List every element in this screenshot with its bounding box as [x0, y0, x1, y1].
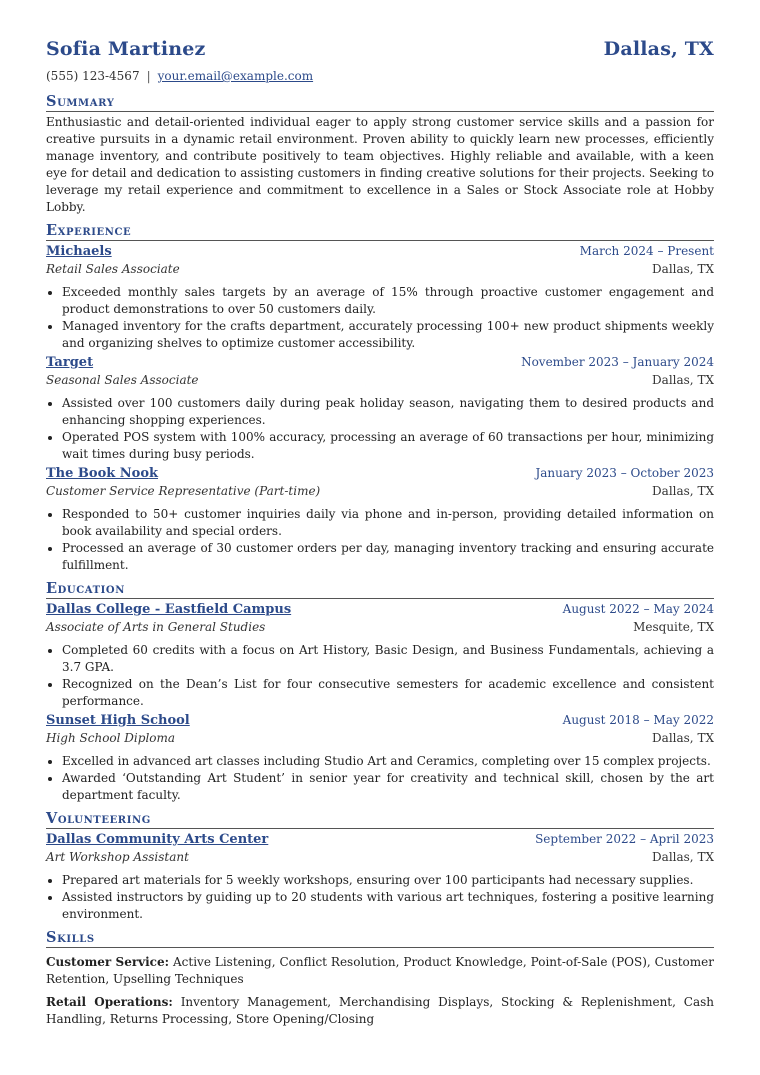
- contact-separator: |: [146, 69, 151, 83]
- skills-heading: Skills: [46, 929, 714, 948]
- organization-link[interactable]: Target: [46, 355, 94, 370]
- entry-subheader: [46, 731, 714, 749]
- skill-row: [46, 994, 714, 1028]
- entry-location: Dallas, TX: [652, 850, 714, 864]
- bullet-list: [46, 506, 714, 574]
- entry-subheader: [46, 620, 714, 638]
- candidate-name: Sofia Martinez: [46, 38, 206, 60]
- resume-header: [46, 38, 714, 68]
- entry-dates: January 2023 – October 2023: [535, 466, 714, 480]
- volunteering-section: [46, 832, 714, 923]
- volunteering-heading: Volunteering: [46, 810, 714, 829]
- entry-subheader: [46, 262, 714, 280]
- entry-dates: August 2018 – May 2022: [562, 713, 714, 727]
- organization-link[interactable]: The Book Nook: [46, 466, 159, 481]
- bullet-item: • Awarded ‘Outstanding Art Student’ in senior year for creativity and technical skill, chosen by the art department faculty.: [62, 770, 714, 804]
- entry-dates: August 2022 – May 2024: [562, 602, 714, 616]
- summary-text: Enthusiastic and detail-oriented individual eager to apply strong customer service skills and a passion for creative pursuits in a dynamic retail environment. Proven ability to quickly learn new processes, efficiently manage inventory, and contribute positively to team objectives. Highly reliable and available, with a keen eye for detail and dedication to assisting customers in finding creative solutions for their projects. Seeking to leverage my retail experience and commitment to excellence in a Sales or Stock Associate role at Hobby Lobby.: [46, 115, 714, 214]
- bullet-item: • Exceeded monthly sales targets by an average of 15% through proactive customer engagement and product demonstrations to over 50 customers daily.: [62, 284, 714, 318]
- bullet-item: • Completed 60 credits with a focus on Art History, Basic Design, and Business Fundamentals, achieving a 3.7 GPA.: [62, 642, 714, 676]
- bullet-list: [46, 753, 714, 804]
- bullet-list: [46, 395, 714, 463]
- bullet-item: • Operated POS system with 100% accuracy, processing an average of 60 transactions per hour, minimizing wait times during busy periods.: [62, 429, 714, 463]
- entry-role: Retail Sales Associate: [46, 262, 180, 276]
- bullet-item: • Responded to 50+ customer inquiries daily via phone and in-person, providing detailed information on book availability and special orders.: [62, 506, 714, 540]
- entry-role: High School Diploma: [46, 731, 176, 745]
- email-link[interactable]: your.email@example.com: [157, 69, 314, 83]
- bullet-item: • Recognized on the Dean’s List for four consecutive semesters for academic excellence and consistent performance.: [62, 676, 714, 710]
- entry-role: Associate of Arts in General Studies: [46, 620, 266, 634]
- entry-location: Dallas, TX: [652, 262, 714, 276]
- skill-row: [46, 954, 714, 988]
- organization-link[interactable]: Dallas College - Eastfield Campus: [46, 602, 292, 617]
- candidate-location: Dallas, TX: [603, 38, 714, 60]
- summary-heading: Summary: [46, 93, 714, 112]
- bullet-item: • Assisted over 100 customers daily during peak holiday season, navigating them to desired products and enhancing shopping experiences.: [62, 395, 714, 429]
- entry-role: Customer Service Representative (Part-time): [46, 484, 321, 498]
- education-heading: Education: [46, 580, 714, 599]
- bullet-list: [46, 284, 714, 352]
- organization-link[interactable]: Michaels: [46, 244, 112, 259]
- entry-location: Dallas, TX: [652, 484, 714, 498]
- entry-header: [46, 244, 714, 262]
- experience-section: [46, 244, 714, 574]
- skill-category: Retail Operations:: [46, 995, 173, 1009]
- bullet-item: • Processed an average of 30 customer orders per day, managing inventory tracking and ensuring accurate fulfillment.: [62, 540, 714, 574]
- skills-section: [46, 954, 714, 1028]
- entry-header: [46, 602, 714, 620]
- bullet-item: • Assisted instructors by guiding up to 20 students with various art techniques, fostering a positive learning environment.: [62, 889, 714, 923]
- bullet-list: [46, 872, 714, 923]
- bullet-item: • Prepared art materials for 5 weekly workshops, ensuring over 100 participants had necessary supplies.: [62, 872, 714, 889]
- entry-role: Art Workshop Assistant: [46, 850, 189, 864]
- phone-number: (555) 123-4567: [46, 69, 140, 83]
- entry-subheader: [46, 850, 714, 868]
- entry-header: [46, 466, 714, 484]
- education-section: [46, 602, 714, 804]
- contact-line: [46, 69, 714, 87]
- skill-list: Active Listening, Conflict Resolution, Product Knowledge, Point-of-Sale (POS), Customer Retention, Upselling Techniques: [46, 955, 714, 986]
- skill-list: Inventory Management, Merchandising Displays, Stocking & Replenishment, Cash Handling, Returns Processing, Store Opening/Closing: [46, 995, 714, 1026]
- entry-dates: March 2024 – Present: [579, 244, 714, 258]
- organization-link[interactable]: Dallas Community Arts Center: [46, 832, 269, 847]
- entry-location: Dallas, TX: [652, 373, 714, 387]
- entry-dates: November 2023 – January 2024: [521, 355, 714, 369]
- bullet-list: [46, 642, 714, 710]
- entry-role: Seasonal Sales Associate: [46, 373, 199, 387]
- entry-header: [46, 355, 714, 373]
- entry-location: Mesquite, TX: [633, 620, 714, 634]
- bullet-item: • Managed inventory for the crafts department, accurately processing 100+ new product shipments weekly and organizing shelves to optimize customer accessibility.: [62, 318, 714, 352]
- entry-subheader: [46, 484, 714, 502]
- entry-dates: September 2022 – April 2023: [535, 832, 714, 846]
- organization-link[interactable]: Sunset High School: [46, 713, 190, 728]
- skill-category: Customer Service:: [46, 955, 170, 969]
- experience-heading: Experience: [46, 222, 714, 241]
- entry-subheader: [46, 373, 714, 391]
- entry-header: [46, 832, 714, 850]
- bullet-item: • Excelled in advanced art classes including Studio Art and Ceramics, completing over 15 complex projects.: [62, 753, 714, 770]
- entry-location: Dallas, TX: [652, 731, 714, 745]
- entry-header: [46, 713, 714, 731]
